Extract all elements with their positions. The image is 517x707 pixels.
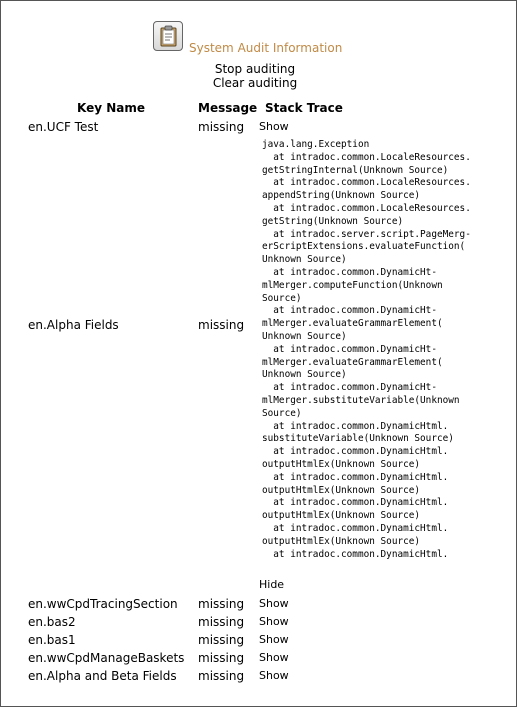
row-key-name: en.bas2 xyxy=(28,615,76,629)
row-key-name: en.bas1 xyxy=(28,633,76,647)
column-header-message: Message xyxy=(198,101,258,115)
row-message: missing xyxy=(198,651,245,665)
stack-trace-text: java.lang.Exception at intradoc.common.LocaleResources. getStringInternal(Unknown Source) at intradoc.common.LocaleResources. appendString(Unknown Source) at intradoc.common.LocaleResources. getString(Unknown Source) at intradoc.server.script.PageMerg- erScriptExtensions.evaluateFunction( Unknown Source) at intradoc.common.DynamicHt- mlMerger.computeFunction(Unknown Source) at intradoc.common.DynamicHt- mlMerger.evaluateGrammarElement( Unknown Source) at intradoc.common.DynamicHt- mlMerger.evaluateGrammarElement( Unknown Source) at intradoc.common.DynamicHt- mlMerger.substituteVariable(Unknown Source) at intradoc.common.DynamicHtml. substituteVariable(Unknown Source) at intradoc.common.DynamicHtml. outputHtmlEx(Unknown Source) at intradoc.common.DynamicHtml. outputHtmlEx(Unknown Source) at intradoc.common.DynamicHtml. outputHtmlEx(Unknown Source) at intradoc.common.DynamicHtml. outputHtmlEx(Unknown Source) at intradoc.common.DynamicHtml. xyxy=(262,139,471,560)
clipboard-icon xyxy=(153,21,183,51)
row-message: missing xyxy=(198,318,245,332)
row-message: missing xyxy=(198,615,245,629)
show-trace-link[interactable]: Show xyxy=(259,120,289,133)
row-key-name: en.Alpha Fields xyxy=(28,318,119,332)
show-trace-link[interactable]: Show xyxy=(259,615,289,628)
row-message: missing xyxy=(198,597,245,611)
row-message: missing xyxy=(198,669,245,683)
row-key-name: en.Alpha and Beta Fields xyxy=(28,669,177,683)
show-trace-link[interactable]: Show xyxy=(259,633,289,646)
row-message: missing xyxy=(198,120,245,134)
row-key-name: en.UCF Test xyxy=(28,120,99,134)
column-header-stack-trace: Stack Trace xyxy=(265,101,343,115)
show-trace-link[interactable]: Show xyxy=(259,669,289,682)
row-key-name: en.wwCpdTracingSection xyxy=(28,597,178,611)
row-message: missing xyxy=(198,633,245,647)
page-title: System Audit Information xyxy=(189,41,343,55)
hide-trace-link[interactable]: Hide xyxy=(259,578,285,591)
show-trace-link[interactable]: Show xyxy=(259,597,289,610)
column-header-key-name: Key Name xyxy=(77,101,146,115)
row-key-name: en.wwCpdManageBaskets xyxy=(28,651,185,665)
stop-auditing-link[interactable]: Stop auditing xyxy=(214,62,296,76)
clear-auditing-link[interactable]: Clear auditing xyxy=(212,76,298,90)
show-trace-link[interactable]: Show xyxy=(259,651,289,664)
